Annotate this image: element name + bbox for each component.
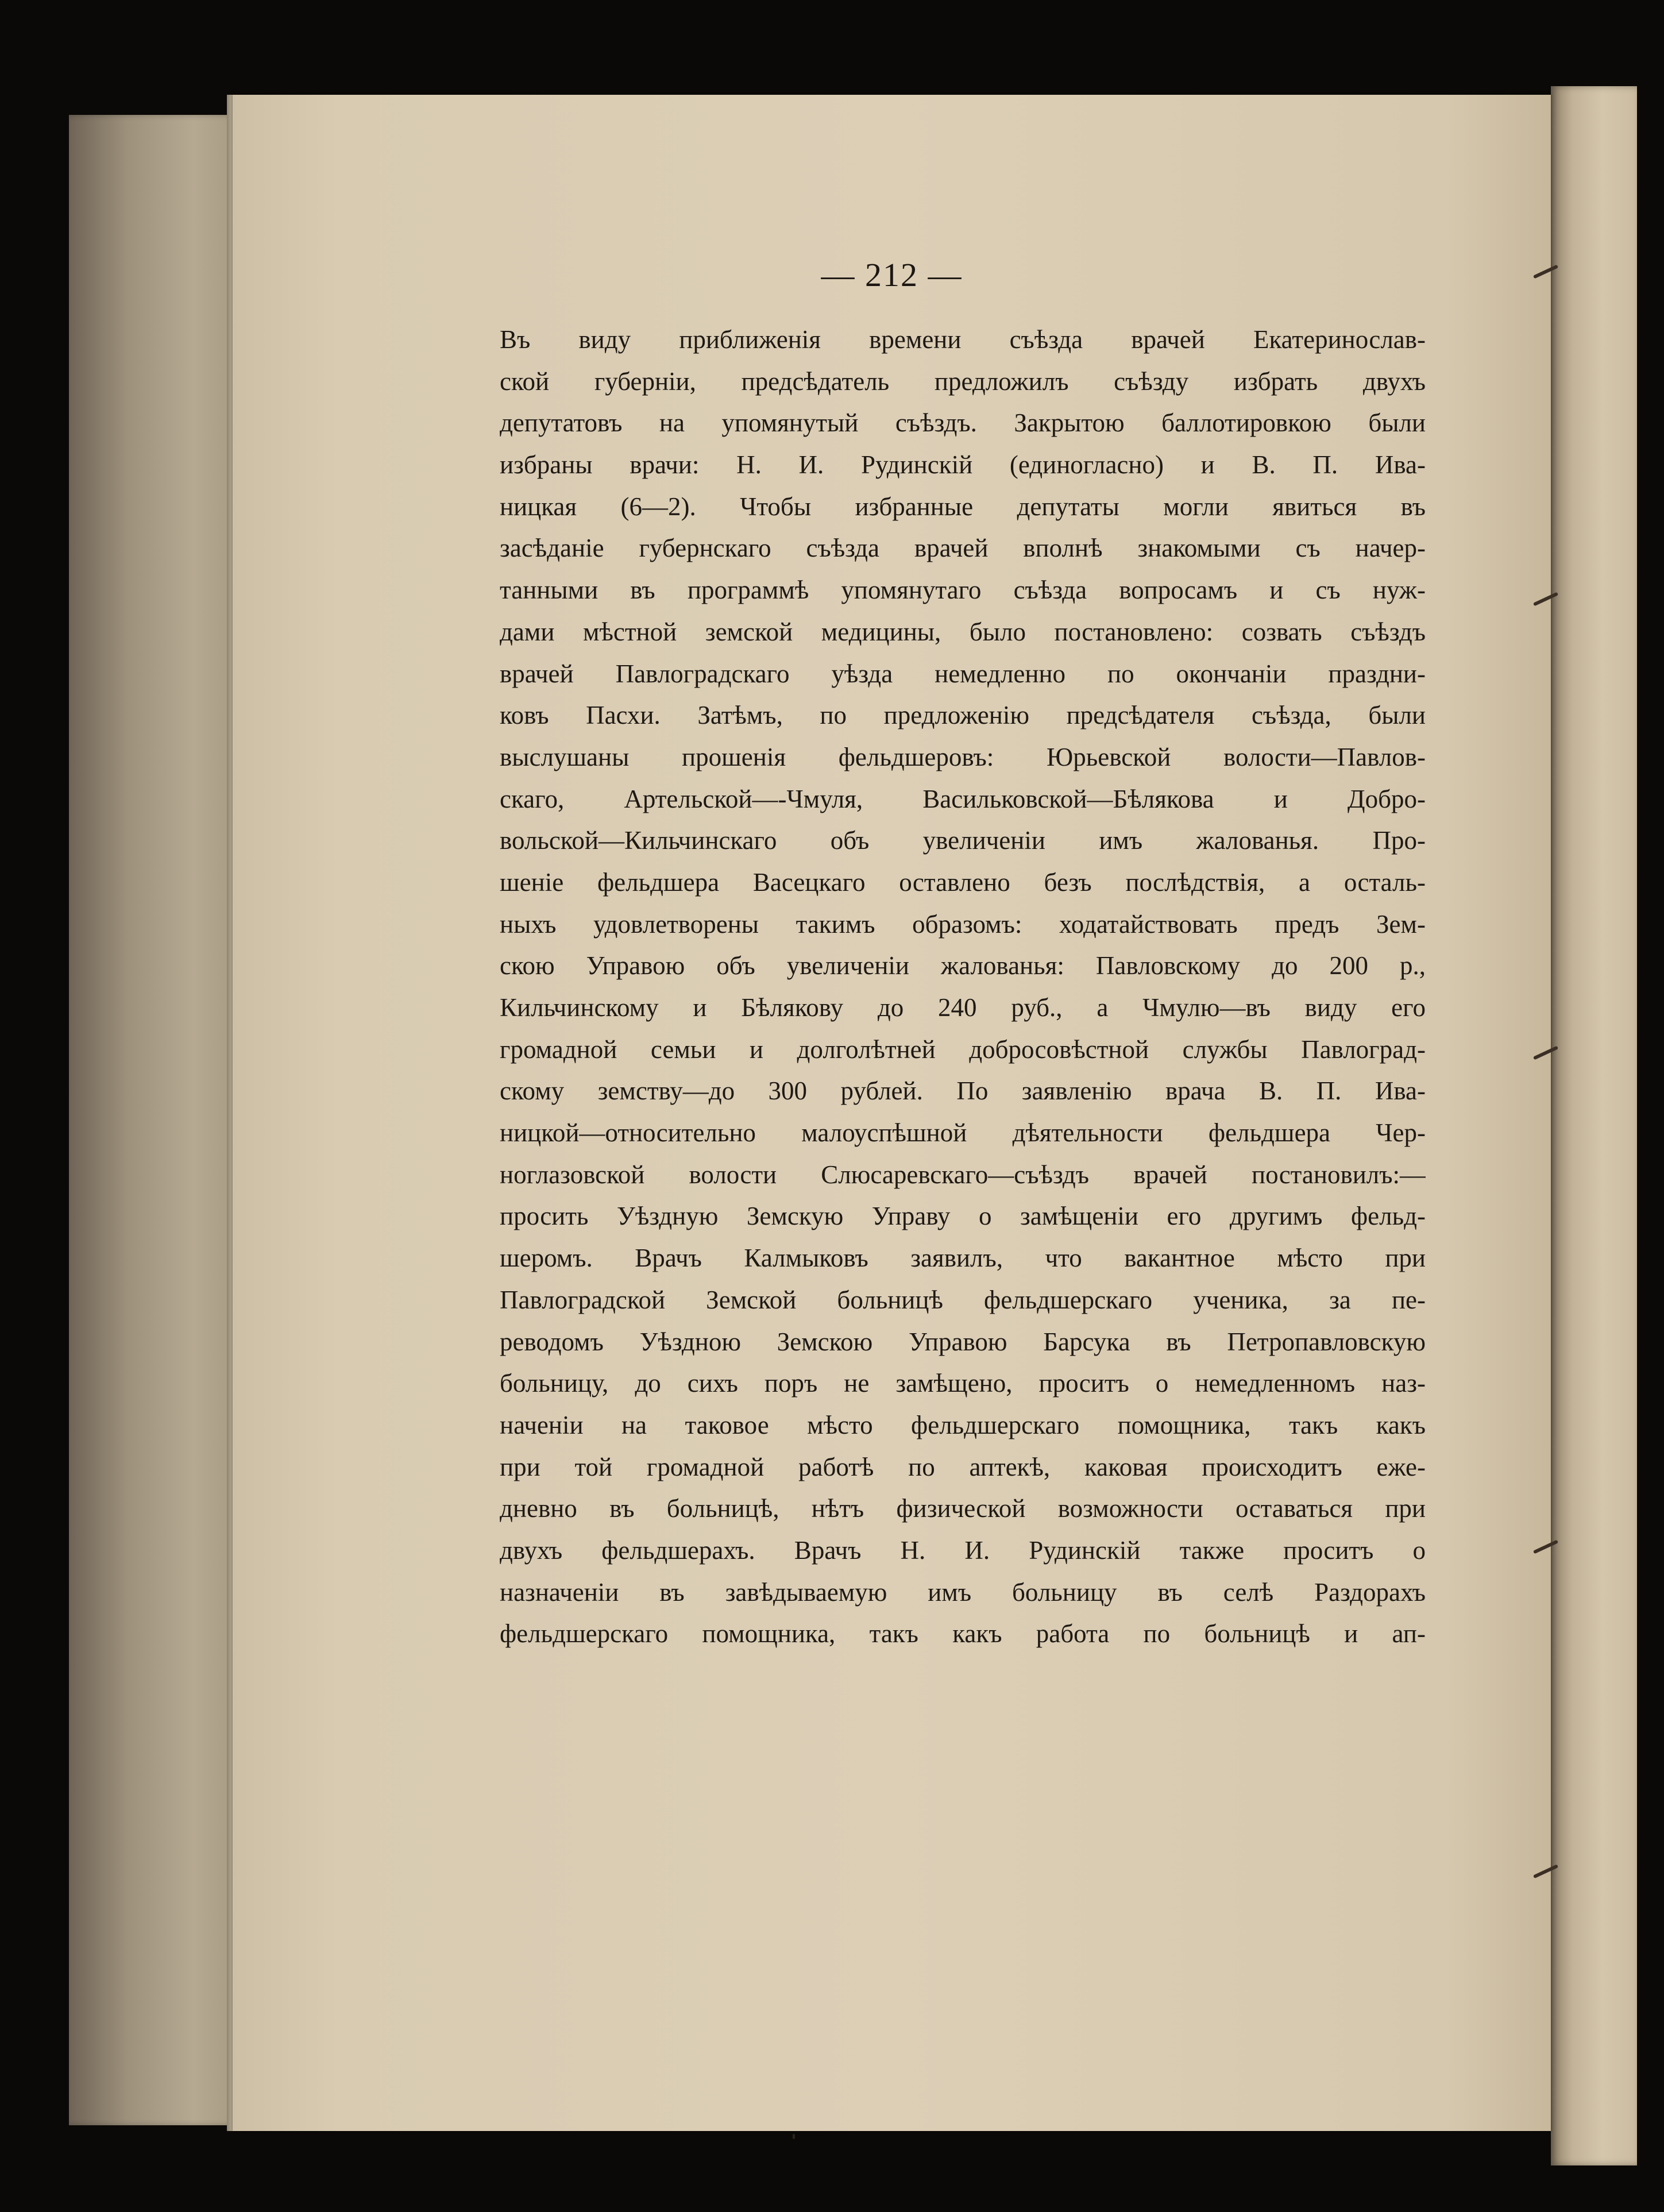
text-line: вольской—Кильчинскаго объ увеличеніи имъ жалованья. Про- [500,826,1426,855]
text-line: дневно въ больницѣ, нѣтъ физической возможности оставаться при [500,1494,1426,1523]
text-line: скому земству—до 300 рублей. По заявленію врача В. П. Ива- [500,1076,1426,1106]
text-line: ноглазовской волости Слюсаревскаго—съѣздъ врачей постановилъ:— [500,1160,1426,1189]
text-line: избраны врачи: Н. И. Рудинскій (единогласно) и В. П. Ива- [500,450,1426,480]
text-line: больницу, до сихъ поръ не замѣщено, проситъ о немедленномъ наз- [500,1369,1426,1398]
body-text [500,319,1426,1655]
text-line: шеромъ. Врачъ Калмыковъ заявилъ, что вакантное мѣсто при [500,1244,1426,1273]
text-line: шеніе фельдшера Васецкаго оставлено безъ послѣдствія, а осталь- [500,867,1426,897]
text-line: врачей Павлоградскаго уѣзда немедленно по окончаніи праздни- [500,659,1426,688]
text-line: дами мѣстной земской медицины, было постановлено: созвать съѣздъ [500,617,1426,646]
text-line: ныхъ удовлетворены такимъ образомъ: ходатайствовать предъ Зем- [500,909,1426,939]
text-line: назначеніи въ завѣдываемую имъ больницу въ селѣ Раздорахъ [500,1577,1426,1607]
book-cover-edge [69,115,235,2125]
text-line: скаго, Артельской—-Чмуля, Васильковской—Бѣлякова и Добро- [500,784,1426,813]
text-line: ницкая (6—2). Чтобы избранные депутаты могли явиться въ [500,492,1426,521]
text-line: громадной семьи и долголѣтней добросовѣстной службы Павлоград- [500,1034,1426,1064]
text-line: депутатовъ на упомянутый съѣздъ. Закрытою баллотировкою были [500,408,1426,438]
text-line: танными въ программѣ упомянутаго съѣзда вопросамъ и съ нуж- [500,576,1426,605]
text-line: выслушаны прошенія фельдшеровъ: Юрьевской волости—Павлов- [500,742,1426,771]
facing-page-fragment [1551,86,1637,2165]
book-page [233,95,1551,2131]
text-line: ской губерніи, предсѣдатель предложилъ съѣзду избрать двухъ [500,366,1426,396]
text-line: при той громадной работѣ по аптекѣ, каковая происходитъ еже- [500,1452,1426,1481]
text-line: засѣданіе губернскаго съѣзда врачей вполнѣ знакомыми съ начер- [500,534,1426,563]
text-line: просить Уѣздную Земскую Управу о замѣщеніи его другимъ фельд- [500,1202,1426,1231]
text-line: ковъ Пасхи. Затѣмъ, по предложенію предсѣдателя съѣзда, были [500,701,1426,730]
text-line: ницкой—относительно малоуспѣшной дѣятельности фельдшера Чер- [500,1118,1426,1148]
text-line: Кильчинскому и Бѣлякову до 240 руб., а Чмулю—въ виду его [500,993,1426,1022]
text-line: Павлоградской Земской больницѣ фельдшерскаго ученика, за пе- [500,1285,1426,1314]
text-line: наченіи на таковое мѣсто фельдшерскаго помощника, такъ какъ [500,1410,1426,1439]
text-line: фельдшерскаго помощника, такъ какъ работа по больницѣ и ап- [500,1619,1426,1649]
text-line: двухъ фельдшерахъ. Врачъ Н. И. Рудинскій также проситъ о [500,1535,1426,1565]
page-number: — 212 — [821,256,963,294]
text-line: скою Управою объ увеличеніи жалованья: Павловскому до 200 р., [500,951,1426,980]
page-speck [793,2134,795,2139]
text-line: реводомъ Уѣздною Земскою Управою Барсука въ Петропавловскую [500,1327,1426,1356]
text-line: Въ виду приближенія времени съѣзда врачей Екатеринослав- [500,325,1426,354]
